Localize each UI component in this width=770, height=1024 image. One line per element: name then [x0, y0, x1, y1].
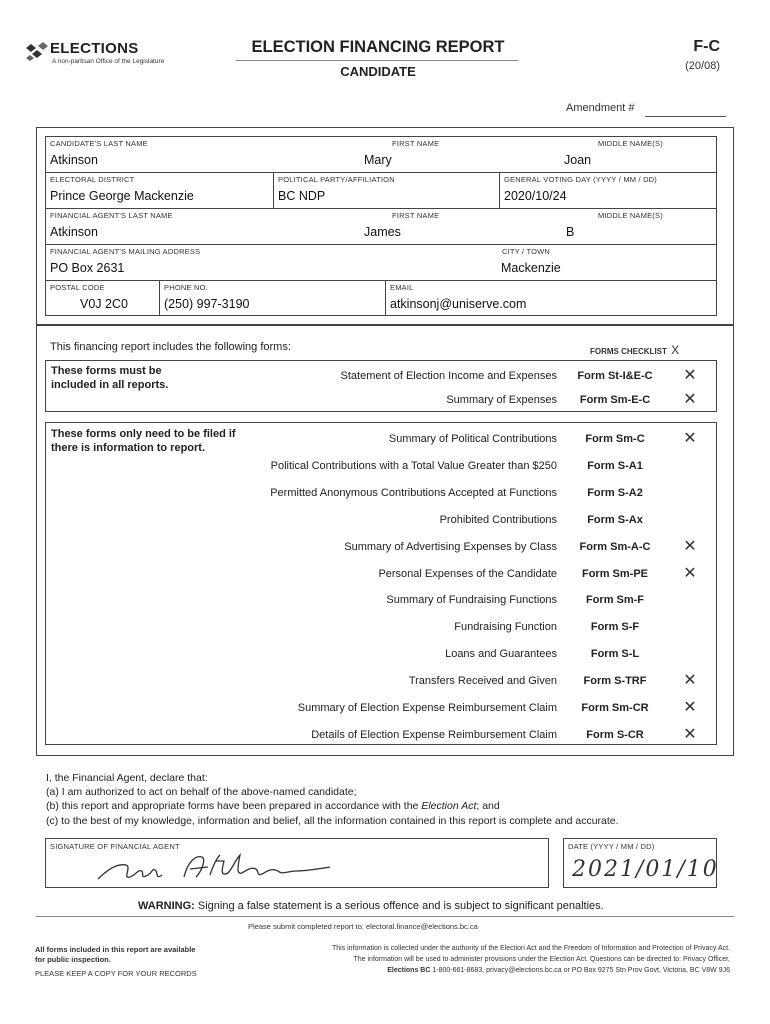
agent-first-name-label: FIRST NAME — [392, 211, 440, 220]
amendment-label: Amendment # — [566, 102, 635, 114]
agent-first-name[interactable]: James — [364, 225, 401, 239]
form-code-label: Form S-L — [590, 648, 640, 661]
signature-label: SIGNATURE OF FINANCIAL AGENT — [50, 842, 180, 851]
report-title: ELECTION FINANCING REPORT — [251, 38, 505, 56]
form-description: Personal Expenses of the Candidate — [378, 567, 557, 580]
agent-city[interactable]: Mackenzie — [501, 261, 561, 275]
voting-day-value[interactable]: 2020/10/24 — [504, 189, 567, 203]
email-label: EMAIL — [390, 283, 414, 292]
privacy-3 — [387, 967, 730, 974]
signature-box[interactable] — [45, 838, 549, 888]
declaration-b-post: ; and — [476, 800, 500, 812]
form-description: Statement of Election Income and Expenses — [340, 370, 557, 382]
logo-text: ELECTIONS — [50, 40, 139, 57]
district-label: ELECTORAL DISTRICT — [50, 175, 135, 184]
public-note-1: All forms included in this report are available — [35, 945, 196, 954]
phone-label: PHONE NO. — [164, 283, 208, 292]
form-description: Fundraising Function — [454, 621, 557, 634]
public-note-2: for public inspection. — [35, 955, 111, 964]
candidate-last-name[interactable]: Atkinson — [50, 153, 98, 167]
agent-middle-name-label: MIDDLE NAME(S) — [598, 211, 663, 220]
form-checkbox[interactable]: ✕ — [683, 725, 697, 743]
form-code-label: Form S-CR — [586, 728, 644, 741]
signature-date: 2021/01/10 — [572, 857, 719, 882]
form-description: Transfers Received and Given — [408, 675, 557, 688]
form-code-label: Form Sm-CR — [581, 702, 649, 714]
postal-code-label: POSTAL CODE — [50, 283, 105, 292]
privacy-2: The information will be used to administer provisions under the Election Act. Questions can be directed to: Privacy Officer, — [353, 956, 730, 963]
voting-day-label: GENERAL VOTING DAY (YYYY / MM / DD) — [504, 175, 657, 184]
form-description: Summary of Election Expense Reimbursement Claim — [297, 702, 557, 714]
form-code-label: Form S-A2 — [587, 486, 643, 499]
checklist-intro: This financing report includes the following forms: — [50, 341, 291, 353]
form-checkbox[interactable]: ✕ — [683, 672, 697, 690]
form-code-label: Form S-TRF — [583, 675, 647, 688]
email-value[interactable]: atkinsonj@uniserve.com — [390, 297, 527, 311]
declaration-b — [46, 800, 500, 812]
declaration-b-act: Election Act — [421, 800, 477, 812]
form-code-label: Form Sm-A-C — [579, 540, 651, 553]
form-checkbox[interactable]: ✕ — [683, 391, 697, 408]
declaration-b-pre: (b) this report and appropriate forms have been prepared in accordance with the — [46, 800, 422, 812]
agent-address[interactable]: PO Box 2631 — [50, 261, 125, 275]
keep-copy-note: PLEASE KEEP A COPY FOR YOUR RECORDS — [35, 969, 197, 978]
form-checkbox[interactable]: ✕ — [683, 537, 697, 555]
form-code-label: Form St-I&E-C — [577, 370, 653, 382]
logo-subtitle: A non-partisan Office of the Legislature — [52, 58, 165, 65]
report-subtitle: CANDIDATE — [340, 64, 416, 79]
form-code-label: Form S-Ax — [587, 513, 643, 526]
elections-logo-icon — [24, 42, 50, 64]
form-code-label: Form Sm-E-C — [579, 394, 651, 406]
form-version: (20/08) — [685, 60, 720, 72]
form-description: Summary of Fundraising Functions — [386, 594, 557, 607]
checklist-header-mark: X — [671, 343, 680, 357]
form-checkbox[interactable]: ✕ — [683, 430, 697, 447]
form-description: Summary of Political Contributions — [388, 433, 557, 445]
declaration-a: (a) I am authorized to act on behalf of the above-named candidate; — [46, 786, 357, 798]
elections-logo — [24, 40, 194, 70]
amendment-field[interactable] — [645, 116, 726, 117]
candidate-first-name-label: FIRST NAME — [392, 139, 440, 148]
form-code-label: Form S-A1 — [587, 459, 643, 472]
date-box[interactable] — [563, 838, 717, 888]
agent-address-label: FINANCIAL AGENT'S MAILING ADDRESS — [50, 247, 201, 256]
phone-value[interactable]: (250) 997-3190 — [164, 297, 250, 311]
form-code-label: Form Sm-C — [585, 433, 645, 445]
party-label: POLITICAL PARTY/AFFILIATION — [278, 175, 395, 184]
form-description: Summary of Expenses — [446, 394, 557, 406]
form-code-label: Form Sm-F — [585, 594, 645, 607]
submit-note: Please submit completed report to: electoral.finance@elections.bc.ca — [248, 922, 478, 931]
privacy-3-text: 1-800-661-8683, privacy@elections.bc.ca or PO Box 9275 Stn Prov Govt, Victoria, BC V8W 9J6 — [430, 967, 730, 974]
declaration-c: (c) to the best of my knowledge, information and belief, all the information contained in this report is complete and accurate. — [46, 815, 619, 827]
candidate-middle-name[interactable]: Joan — [564, 153, 592, 167]
form-description: Permitted Anonymous Contributions Accepted at Functions — [270, 486, 557, 499]
form-description: Prohibited Contributions — [439, 513, 557, 526]
form-checkbox[interactable]: ✕ — [683, 699, 697, 716]
privacy-1: This information is collected under the authority of the Election Act and the Freedom of Information and Protection of Privacy Act. — [331, 945, 730, 952]
party-value[interactable]: BC NDP — [278, 189, 326, 203]
optional-group-label: These forms only need to be filed if there is information to report. — [51, 428, 236, 454]
declaration-intro: I, the Financial Agent, declare that: — [46, 772, 208, 784]
checklist-header — [590, 343, 679, 357]
agent-last-name-label: FINANCIAL AGENT'S LAST NAME — [50, 211, 173, 220]
warning-line — [138, 900, 604, 912]
candidate-middle-name-label: MIDDLE NAME(S) — [598, 139, 663, 148]
warning-label: WARNING: — [138, 900, 195, 912]
agent-middle-name[interactable]: B — [566, 225, 575, 239]
agent-last-name[interactable]: Atkinson — [50, 225, 98, 239]
form-description: Summary of Advertising Expenses by Class — [344, 540, 557, 553]
district-value[interactable]: Prince George Mackenzie — [50, 189, 194, 203]
form-code-label: Form Sm-PE — [581, 567, 648, 580]
candidate-last-name-label: CANDIDATE'S LAST NAME — [50, 139, 148, 148]
form-description: Details of Election Expense Reimbursement Claim — [311, 728, 557, 741]
agent-signature — [92, 849, 352, 887]
required-group-label: These forms must be included in all reports. — [51, 365, 169, 391]
privacy-3-bold: Elections BC — [387, 967, 431, 974]
form-description: Loans and Guarantees — [445, 648, 557, 661]
form-checkbox[interactable]: ✕ — [683, 367, 697, 384]
warning-text: Signing a false statement is a serious offence and is subject to significant penalties. — [197, 900, 604, 912]
form-checkbox[interactable]: ✕ — [683, 564, 697, 582]
candidate-first-name[interactable]: Mary — [364, 153, 392, 167]
agent-city-label: CITY / TOWN — [502, 247, 551, 256]
form-description: Political Contributions with a Total Value Greater than $250 — [270, 459, 557, 472]
form-code-label: Form S-F — [590, 621, 640, 634]
postal-code[interactable]: V0J 2C0 — [80, 297, 128, 311]
date-label: DATE (YYYY / MM / DD) — [568, 842, 655, 851]
form-code: F-C — [693, 38, 720, 55]
checklist-header-label: FORMS CHECKLIST — [590, 347, 667, 356]
